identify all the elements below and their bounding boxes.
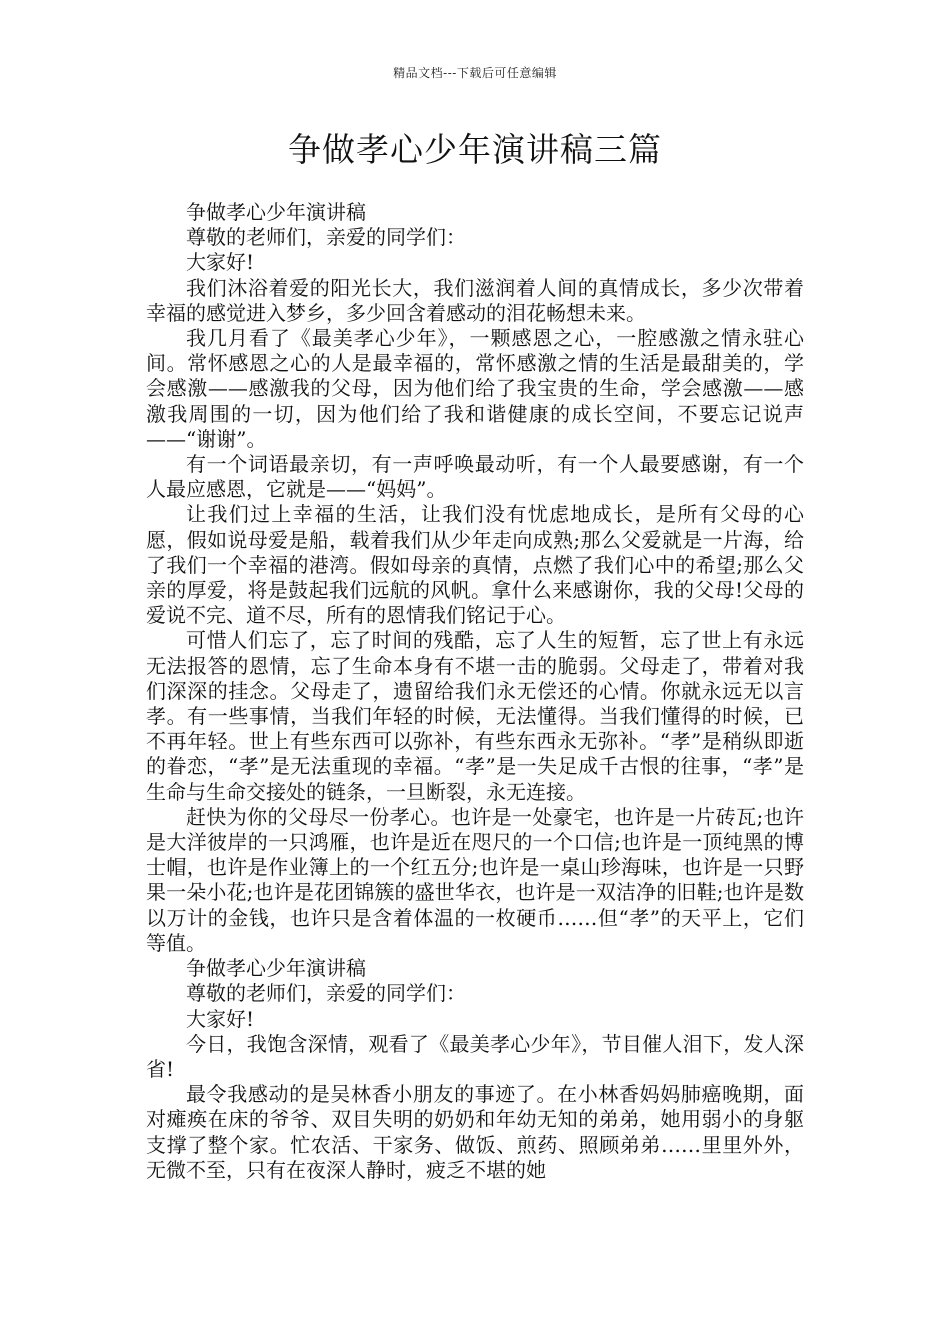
paragraph: 我们沐浴着爱的阳光长大，我们滋润着人间的真情成长，多少次带着幸福的感觉进入梦乡，多少回含着感动的泪花畅想未来。 [146,275,804,325]
paragraph: 最令我感动的是吴林香小朋友的事迹了。在小林香妈妈肺癌晚期，面对瘫痪在床的爷爷、双目失明的奶奶和年幼无知的弟弟，她用弱小的身躯支撑了整个家。忙农活、干家务、做饭、煎药、照顾弟弟……里里外外，无微不至，只有在夜深人静时，疲乏不堪的她 [146,1082,804,1182]
document-title: 争做孝心少年演讲稿三篇 [288,130,662,169]
paragraph: 争做孝心少年演讲稿 [186,956,366,981]
paragraph: 让我们过上幸福的生活，让我们没有忧虑地成长，是所有父母的心愿，假如说母爱是船，载着我们从少年走向成熟;那么父爱就是一片海，给了我们一个幸福的港湾。假如母亲的真情，点燃了我们心中的希望;那么父亲的厚爱，将是鼓起我们远航的风帆。拿什么来感谢你，我的父母!父母的爱说不完、道不尽，所有的恩情我们铭记于心。 [146,502,804,628]
paragraph: 大家好! [186,1006,255,1031]
paragraph: 赶快为你的父母尽一份孝心。也许是一处豪宅，也许是一片砖瓦;也许是大洋彼岸的一只鸿雁，也许是近在咫尺的一个口信;也许是一顶纯黑的博士帽，也许是作业簿上的一个红五分;也许是一桌山珍海味，也许是一只野果一朵小花;也许是花团锦簇的盛世华衣，也许是一双洁净的旧鞋;也许是数以万计的金钱，也许只是含着体温的一枚硬币……但“孝”的天平上，它们等值。 [146,804,804,955]
paragraph: 可惜人们忘了，忘了时间的残酷，忘了人生的短暂，忘了世上有永远无法报答的恩情，忘了生命本身有不堪一击的脆弱。父母走了，带着对我们深深的挂念。父母走了，遗留给我们永无偿还的心情。你就永远无以言孝。有一些事情，当我们年轻的时候，无法懂得。当我们懂得的时候，已不再年轻。世上有些东西可以弥补，有些东西永无弥补。“孝”是稍纵即逝的眷恋，“孝”是无法重现的幸福。“孝”是一失足成千古恨的往事，“孝”是生命与生命交接处的链条，一旦断裂，永无连接。 [146,628,804,804]
document-body [146,200,804,1183]
paragraph: 争做孝心少年演讲稿 [186,200,366,224]
paragraph: 我几月看了《最美孝心少年》，一颗感恩之心，一腔感激之情永驻心间。常怀感恩之心的人是最幸福的，常怀感激之情的生活是最甜美的，学会感激——感激我的父母，因为他们给了我宝贵的生命，学会感激——感激我周围的一切，因为他们给了我和谐健康的成长空间，不要忘记说声——“谢谢”。 [146,326,804,451]
paragraph: 尊敬的老师们，亲爱的同学们： [186,981,466,1006]
paragraph: 尊敬的老师们，亲爱的同学们： [186,225,466,250]
paragraph: 有一个词语最亲切，有一声呼唤最动听，有一个人最要感谢，有一个人最应感恩，它就是——“妈妈”。 [146,452,804,502]
paragraph: 今日，我饱含深情，观看了《最美孝心少年》，节目催人泪下，发人深省! [146,1031,804,1081]
header-note: 精品文档---下载后可任意编辑 [393,66,557,80]
paragraph: 大家好! [186,250,255,275]
